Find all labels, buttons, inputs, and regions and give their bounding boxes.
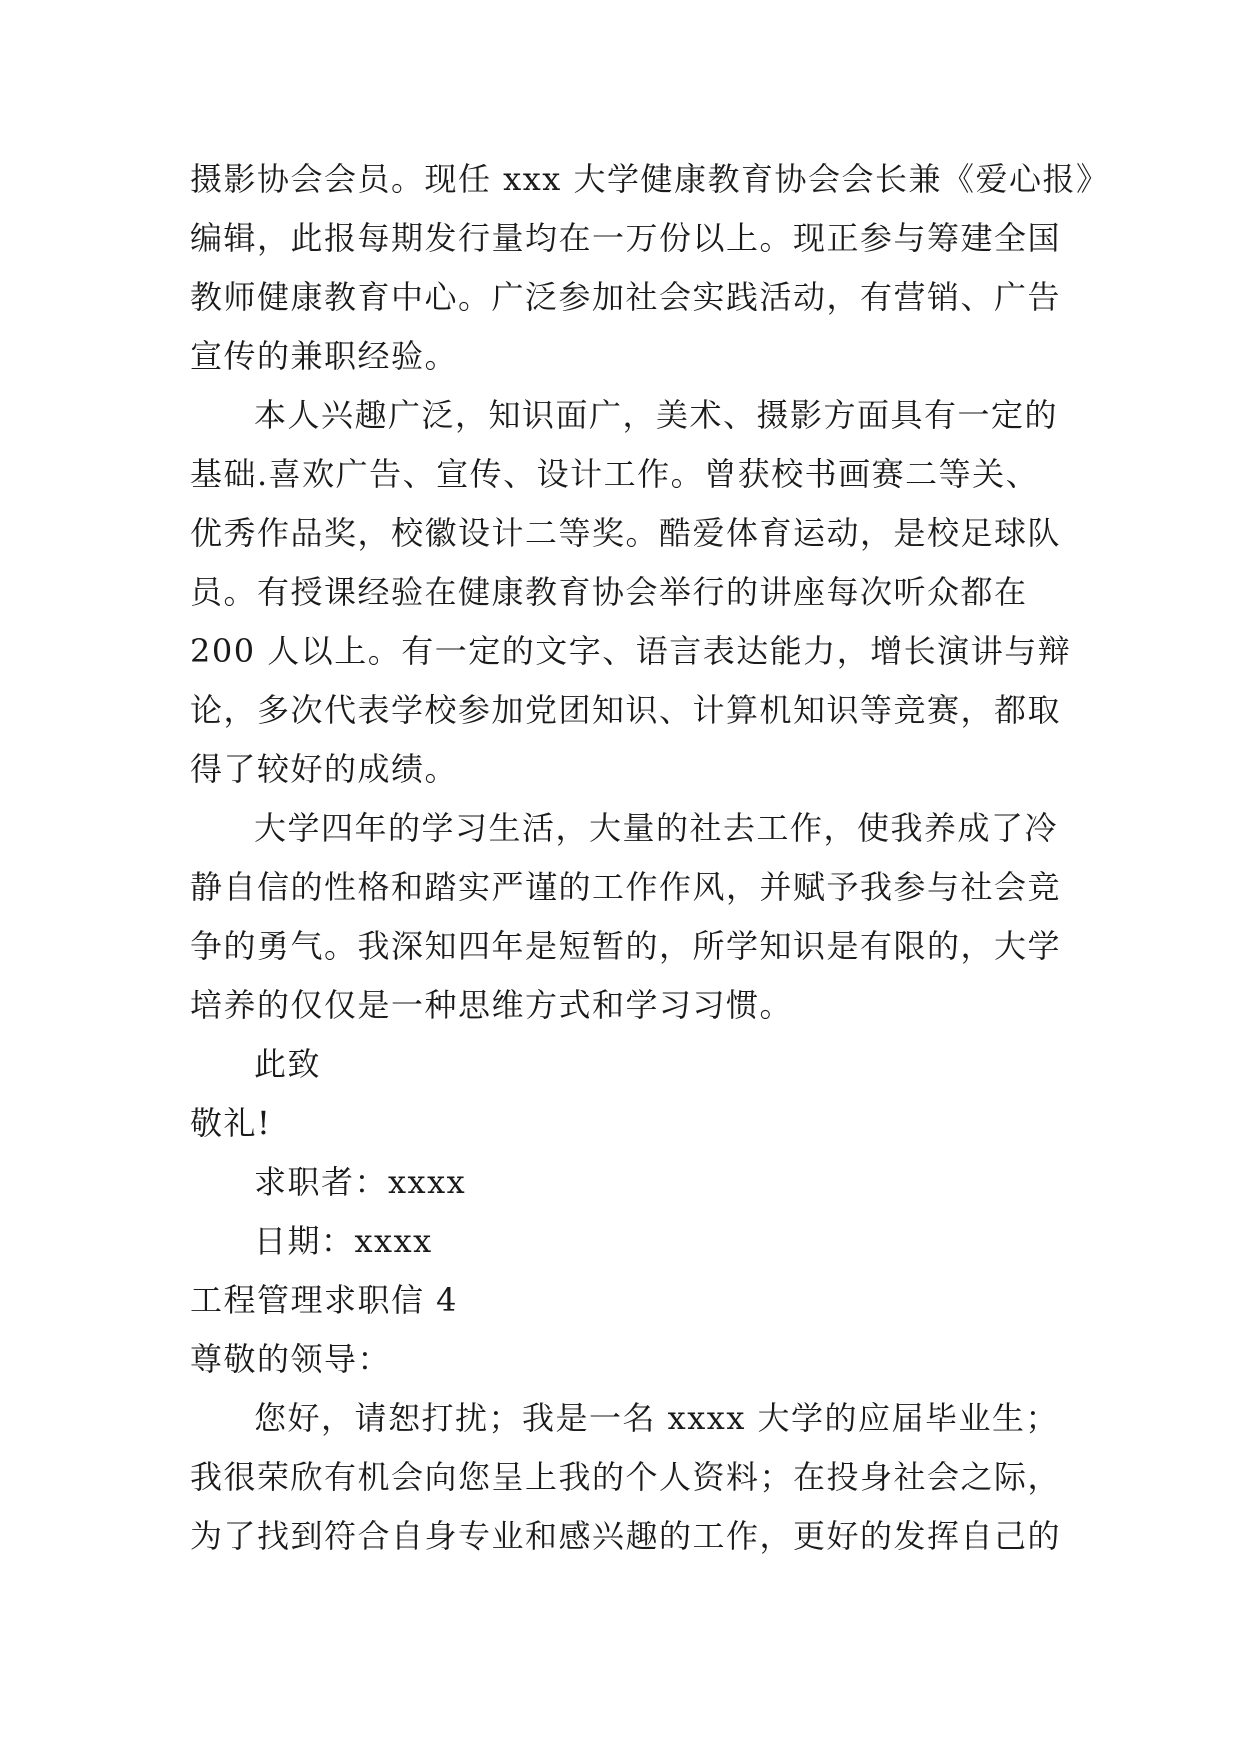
text-line: 此致: [254, 1045, 322, 1083]
text-line: 日期：xxxx: [254, 1222, 433, 1260]
text-line: 我很荣欣有机会向您呈上我的个人资料；在投身社会之际，: [190, 1458, 1062, 1496]
text-line: 您好，请恕打扰；我是一名 xxxx 大学的应届毕业生；: [254, 1399, 1060, 1437]
text-line: 教师健康教育中心。广泛参加社会实践活动，有营销、广告: [190, 278, 1062, 316]
text-line: 敬礼!: [190, 1104, 272, 1142]
text-line: 培养的仅仅是一种思维方式和学习习惯。: [190, 986, 794, 1024]
text-line: 静自信的性格和踏实严谨的工作作风，并赋予我参与社会竞: [190, 868, 1062, 906]
document-body: [190, 150, 1110, 1566]
text-line: 大学四年的学习生活，大量的社去工作，使我养成了冷: [254, 809, 1059, 847]
text-line: 工程管理求职信 4: [190, 1281, 459, 1319]
text-line: 本人兴趣广泛，知识面广，美术、摄影方面具有一定的: [254, 396, 1059, 434]
text-line: 编辑，此报每期发行量均在一万份以上。现正参与筹建全国: [190, 219, 1062, 257]
text-line: 优秀作品奖，校徽设计二等奖。酷爱体育运动，是校足球队: [190, 514, 1062, 552]
text-line: 200 人以上。有一定的文字、语言表达能力，增长演讲与辩: [190, 632, 1072, 670]
text-line: 员。有授课经验在健康教育协会举行的讲座每次听众都在: [190, 573, 1028, 611]
text-line: 基础.喜欢广告、宣传、设计工作。曾获校书画赛二等关、: [190, 455, 1040, 493]
text-line: 摄影协会会员。现任 xxx 大学健康教育协会会长兼《爱心报》: [190, 160, 1110, 198]
text-line: 尊敬的领导：: [190, 1340, 392, 1378]
text-line: 论，多次代表学校参加党团知识、计算机知识等竞赛，都取: [190, 691, 1062, 729]
text-line: 为了找到符合自身专业和感兴趣的工作，更好的发挥自己的: [190, 1517, 1062, 1555]
text-line: 求职者：xxxx: [254, 1163, 467, 1201]
text-line: 得了较好的成绩。: [190, 750, 459, 788]
text-line: 宣传的兼职经验。: [190, 337, 459, 375]
text-line: 争的勇气。我深知四年是短暂的，所学知识是有限的，大学: [190, 927, 1062, 965]
